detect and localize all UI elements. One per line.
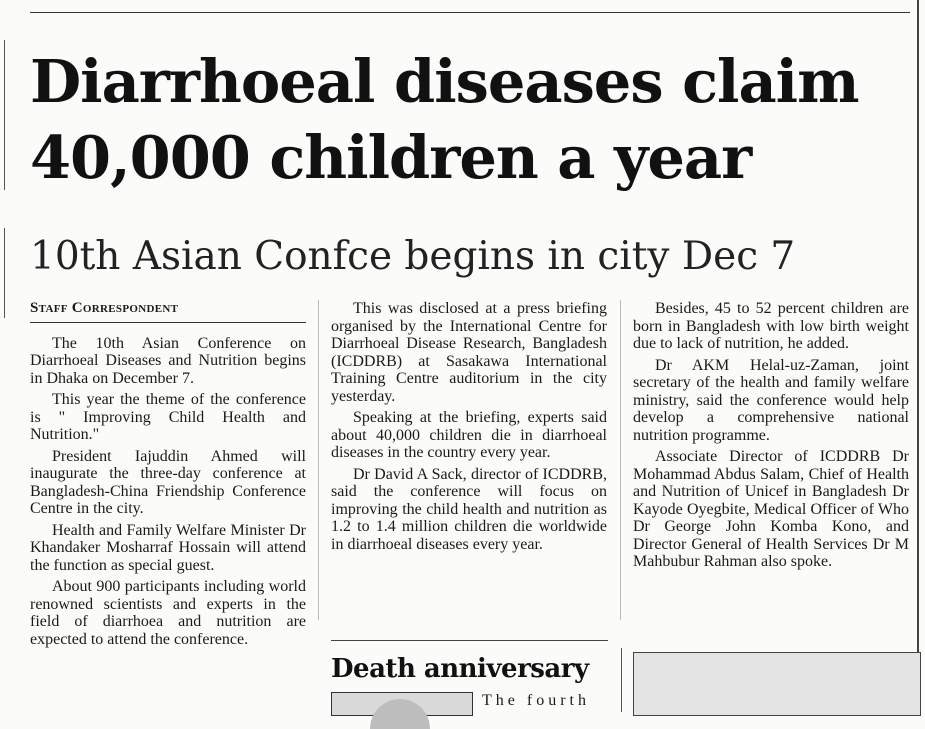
paragraph: Dr AKM Helal-uz-Zaman, joint secretary of the health and family welfare ministry, said the conference would help develop a comprehensive national nutrition programme. [633,356,909,444]
paragraph: Speaking at the briefing, experts said about 40,000 children die in diarrhoeal diseases in the country every year. [331,409,607,461]
article-column-2 [331,300,607,557]
sidebar-box-rule [331,640,608,641]
paragraph: Health and Family Welfare Minister Dr Khandaker Mosharraf Hossain will attend the function as special guest. [30,521,306,574]
column-divider [621,648,622,712]
portrait-photo [331,692,473,716]
headline: Diarrhoeal diseases claim 40,000 children a year [30,47,859,192]
subheadline: 10th Asian Confce begins in city Dec 7 [30,234,796,279]
paragraph: The 10th Asian Conference on Diarrhoeal Diseases and Nutrition begins in Dhaka on December 7. [30,334,306,387]
column-divider [620,300,621,620]
left-rule-lower [4,228,5,318]
column-divider [318,300,319,620]
paragraph: Besides, 45 to 52 percent children are born in Bangladesh with low birth weight due to lack of nutrition, he added. [633,300,909,352]
paragraph: Dr David A Sack, director of ICDDRB, said the conference will focus on improving the child health and nutrition as 1.2 to 1.4 million children die worldwide in diarrhoeal diseases every year. [331,465,607,553]
paragraph: President Iajuddin Ahmed will inaugurate the three-day conference at Bangladesh-China Friendship Conference Centre in the city. [30,447,306,517]
left-rule-upper [4,40,5,190]
paragraph: This year the theme of the conference is " Improving Child Health and Nutrition." [30,391,306,443]
sidebar-box-text: The fourth [482,692,590,709]
sidebar-box-title: Death anniversary [331,654,589,684]
article-column-1 [30,300,306,652]
article-column-3 [633,300,909,575]
byline-rule [30,322,306,323]
byline: Staff Correspondent [30,300,179,316]
advertisement-box [633,652,921,716]
paragraph: About 900 participants including world renowned scientists and experts in the field of diarrhoea and nutrition are expected to attend the conference. [30,578,306,648]
portrait-silhouette [370,699,430,729]
top-rule [30,12,910,13]
right-column-rule [917,0,919,712]
paragraph: This was disclosed at a press briefing organised by the International Centre for Diarrhoeal Disease Research, Bangladesh (ICDDRB) at Sasakawa International Training Centre auditorium in the city yesterday. [331,300,607,405]
paragraph: Associate Director of ICDDRB Dr Mohammad Abdus Salam, Chief of Health and Nutrition of Unicef in Bangladesh Dr Kayode Oyegbite, Medical Officer of Who Dr George John Komba Kono, and Director General of Health Services Dr M Mahbubur Rahman also spoke. [633,448,909,570]
